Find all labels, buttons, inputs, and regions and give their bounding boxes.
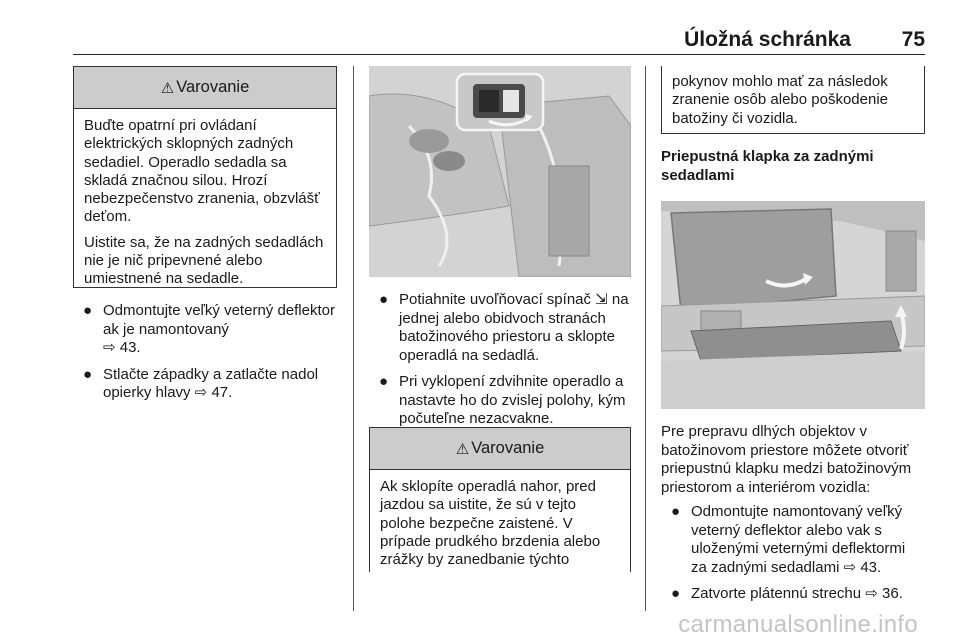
bullet-icon: ●	[671, 585, 681, 602]
warning-header	[74, 67, 336, 109]
warning-text: Buďte opatrní pri ovládaní elektrických sklopných zadných sedadiel. Operadlo sedadla sa skladá značnou silou. Hrozí nebezpečenstvo zranenia, obzvlášť deťom.	[84, 117, 320, 226]
warning-label: Varovanie	[176, 78, 250, 96]
list-item	[73, 302, 337, 358]
page-ref-icon[interactable]: ⇨	[843, 558, 857, 576]
column-left	[73, 66, 337, 411]
instruction-list	[661, 503, 925, 604]
warning-box	[73, 66, 337, 288]
list-item-text: Pri vyklopení zdvihnite operadlo a nastavte ho do zvislej polohy, kým počuteľne nezacvakne.	[399, 373, 626, 427]
pass-through-drawing	[661, 201, 925, 409]
page-ref-link[interactable]: 36.	[882, 585, 903, 602]
pass-through-flap-illustration	[661, 201, 925, 409]
column-divider	[645, 66, 646, 611]
warning-body	[662, 66, 924, 136]
warning-body	[370, 470, 630, 577]
list-item	[73, 366, 337, 403]
page-header	[73, 28, 925, 55]
bullet-icon: ●	[379, 291, 389, 308]
page-ref-link[interactable]: 43.	[119, 339, 141, 356]
body-paragraph: Pre prepravu dlhých objektov v batožinovom priestore môžete otvoriť priepustnú klapku medzi batožinovým priestorom a interiérom vozidla:	[661, 423, 912, 496]
page-number: 75	[901, 28, 925, 51]
list-item-text: Stlačte západky a zatlačte nadol opierky hlavy	[103, 365, 319, 401]
bullet-icon: ●	[83, 302, 93, 319]
warning-box	[369, 427, 631, 572]
list-item-text: Potiahnite uvoľňovací spínač	[399, 291, 591, 308]
bullet-icon: ●	[671, 503, 681, 520]
list-item-text: Zatvorte plátennú strechu	[691, 585, 862, 602]
bullet-icon: ●	[379, 373, 389, 390]
section-heading: Priepustná klapka za zadnými sedadlami	[661, 148, 874, 184]
seat-release-switch-icon: ⇲	[595, 291, 608, 308]
trunk-illustration-drawing	[369, 66, 631, 277]
warning-header	[370, 428, 630, 470]
list-item-text: na jednej alebo obidvoch stranách batožinového priestoru a sklopte operadlá na sedadlá.	[399, 291, 629, 364]
warning-continuation-box	[661, 66, 925, 134]
list-item-text: Odmontujte veľký veterný deflektor ak je namontovaný	[103, 302, 335, 338]
page-ref-icon[interactable]: ⇨	[865, 585, 878, 602]
trunk-release-switch-illustration	[369, 66, 631, 277]
instruction-list	[369, 291, 631, 429]
column-middle	[369, 66, 631, 569]
list-item	[661, 585, 925, 604]
warning-text: Uistite sa, že na zadných sedadlách nie je nič pripevnené alebo umiestnené na sedadle.	[84, 233, 324, 288]
column-right	[661, 66, 925, 612]
warning-body	[74, 109, 336, 297]
warning-triangle-icon: ⚠	[455, 440, 470, 458]
page-ref-icon[interactable]: ⇨	[194, 384, 208, 401]
bullet-icon: ●	[83, 365, 93, 383]
warning-text: Ak sklopíte operadlá nahor, pred jazdou sa uistite, že sú v tejto polohe bezpečne zaistené. V prípade prudkého brzdenia alebo zrážky by zanedbanie týchto	[380, 478, 601, 569]
column-divider	[353, 66, 354, 611]
list-item-text: Odmontujte namontovaný veľký veterný deflektor alebo vak s uloženými veternými deflektormi za zadnými sedadlami	[691, 503, 906, 576]
warning-text: pokynov mohlo mať za následok zranenie osôb alebo poškodenie batožiny či vozidla.	[672, 73, 888, 127]
page-title: Úložná schránka	[684, 28, 851, 51]
watermark: carmanualsonline.info	[678, 611, 918, 638]
page-ref-link[interactable]: 47.	[211, 384, 233, 401]
list-item	[369, 291, 631, 365]
list-item	[661, 503, 925, 577]
warning-label: Varovanie	[471, 439, 545, 457]
page-ref-icon[interactable]: ⇨	[103, 339, 116, 356]
warning-triangle-icon: ⚠	[160, 79, 175, 97]
page-ref-link[interactable]: 43.	[860, 558, 882, 576]
instruction-list	[73, 302, 337, 403]
list-item	[369, 373, 631, 429]
